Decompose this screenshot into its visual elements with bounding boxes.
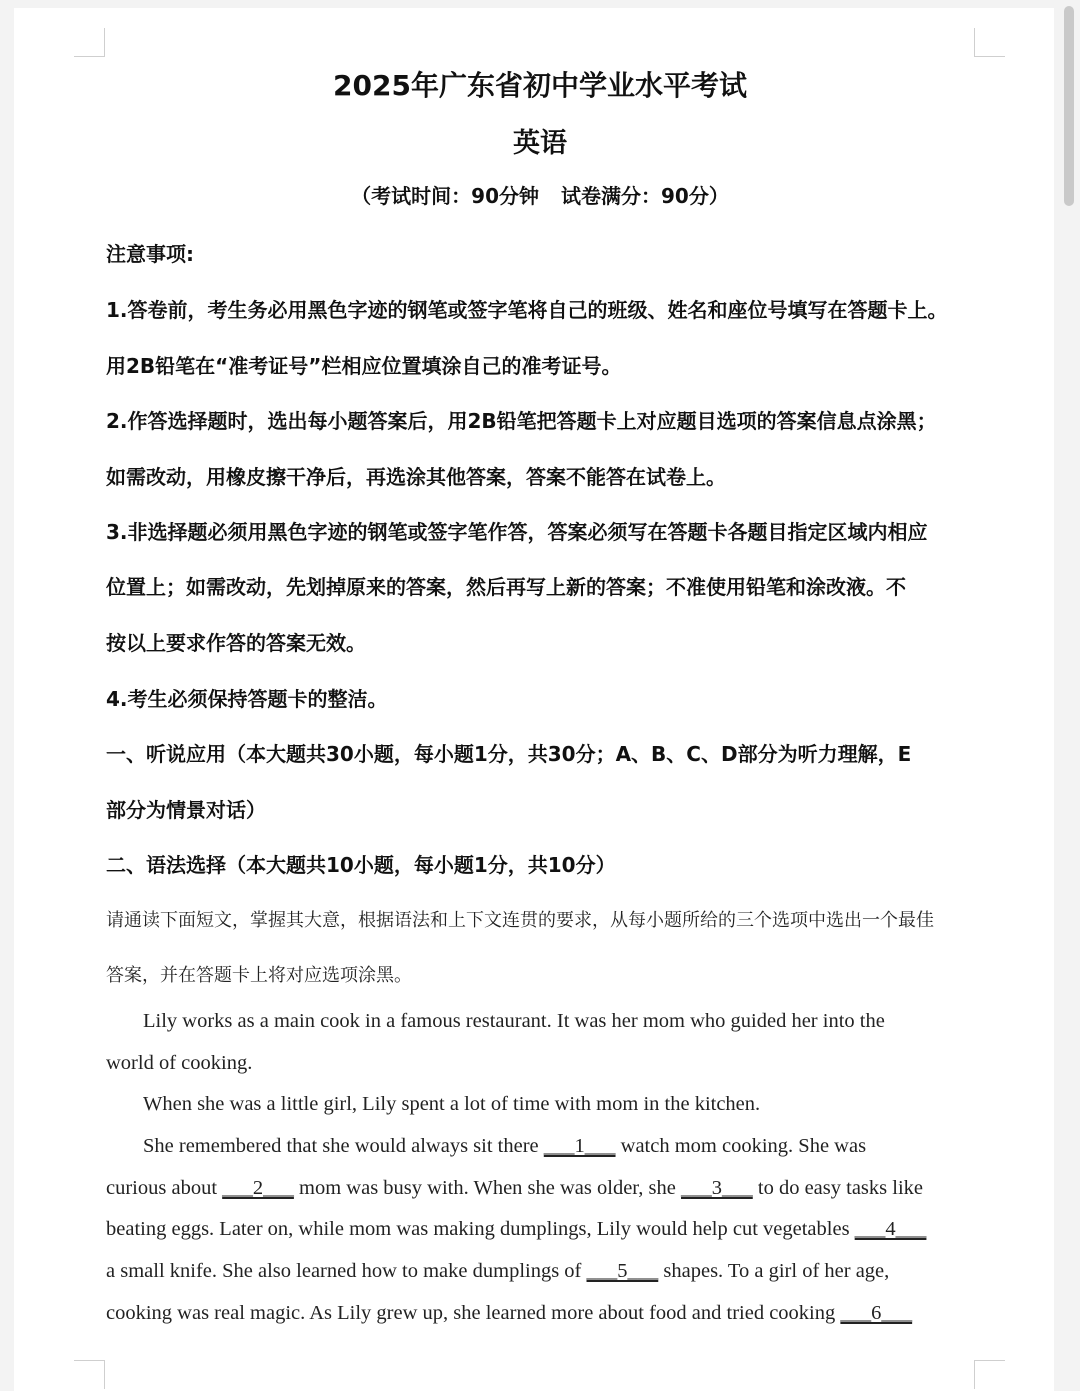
blank-5: ___5___ (586, 1260, 659, 1282)
passage-text: watch mom cooking. She was (615, 1135, 867, 1157)
notes-heading: 注意事项: (106, 242, 194, 266)
passage-text: curious about (106, 1177, 223, 1199)
section-one-heading: 一、听说应用（本大题共30小题，每小题1分，共30分；A、B、C、D部分为听力理解，E (106, 742, 912, 766)
passage-text: She remembered that she would always sit there (143, 1135, 544, 1157)
exam-info (0, 180, 1080, 209)
section-two-instruction: 请通读下面短文，掌握其大意，根据语法和上下文连贯的要求，从每小题所给的三个选项中选出一个最佳 (106, 910, 934, 931)
passage-text: to do easy tasks like (752, 1177, 924, 1199)
scrollbar-thumb[interactable] (1064, 6, 1074, 206)
exam-title: 2025年广东省初中学业水平考试 (333, 69, 747, 102)
note-line: 1.答卷前，考生务必用黑色字迹的钢笔或签字笔将自己的班级、姓名和座位号填写在答题卡上。 (106, 298, 948, 322)
section-two-instruction-cont: 答案，并在答题卡上将对应选项涂黑。 (106, 965, 412, 986)
blank-2: ___2___ (222, 1177, 294, 1199)
passage-line: Lily works as a main cook in a famous restaurant. It was her mom who guided her into the (143, 1010, 885, 1032)
passage-line (106, 1218, 926, 1241)
section-one-heading-cont: 部分为情景对话） (106, 798, 266, 822)
passage-text: mom was busy with. When she was older, she (293, 1177, 682, 1199)
note-line: 用2B铅笔在“准考证号”栏相应位置填涂自己的准考证号。 (106, 354, 622, 378)
blank-6: ___6___ (840, 1302, 913, 1324)
note-line: 如需改动，用橡皮擦干净后，再选涂其他答案，答案不能答在试卷上。 (106, 465, 726, 489)
passage-text: a small knife. She also learned how to make dumplings of (106, 1260, 587, 1282)
note-line: 按以上要求作答的答案无效。 (106, 631, 366, 655)
passage-line (143, 1135, 866, 1158)
page-corner-mark (974, 1360, 1005, 1389)
passage-text: shapes. To a girl of her age, (658, 1260, 890, 1282)
section-two-heading: 二、语法选择（本大题共10小题，每小题1分，共10分） (106, 853, 616, 877)
passage-line: world of cooking. (106, 1052, 253, 1074)
passage-line (106, 1177, 923, 1200)
exam-score: 试卷满分：90分） (561, 184, 729, 208)
note-line: 位置上；如需改动，先划掉原来的答案，然后再写上新的答案；不准使用铅笔和涂改液。不 (106, 575, 906, 599)
blank-3: ___3___ (681, 1177, 753, 1199)
passage-text: cooking was real magic. As Lily grew up, she learned more about food and tried cooking (106, 1302, 841, 1324)
passage-text: beating eggs. Later on, while mom was making dumplings, Lily would help cut vegetables (106, 1218, 855, 1240)
note-line: 2.作答选择题时，选出每小题答案后，用2B铅笔把答题卡上对应题目选项的答案信息点涂黑； (106, 409, 937, 433)
page-corner-mark (74, 1360, 105, 1389)
blank-1: ___1___ (543, 1135, 616, 1157)
passage-line (106, 1302, 912, 1325)
vertical-scrollbar[interactable] (1058, 0, 1080, 1391)
passage-line: When she was a little girl, Lily spent a lot of time with mom in the kitchen. (143, 1093, 761, 1115)
page-corner-mark (974, 28, 1005, 57)
subject-title: 英语 (513, 128, 567, 159)
note-line: 4.考生必须保持答题卡的整洁。 (106, 687, 388, 711)
passage-line (106, 1260, 889, 1283)
page-corner-mark (74, 28, 105, 57)
blank-4: ___4___ (854, 1218, 927, 1240)
exam-time: （考试时间：90分钟 (351, 184, 539, 208)
note-line: 3.非选择题必须用黑色字迹的钢笔或签字笔作答，答案必须写在答题卡各题目指定区域内相应 (106, 520, 928, 544)
